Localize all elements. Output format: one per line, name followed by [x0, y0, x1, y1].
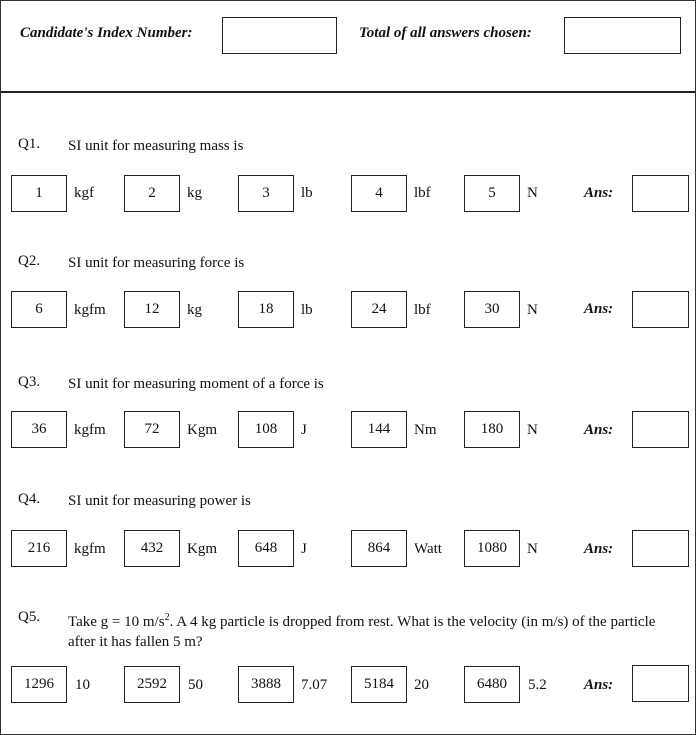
total-answers-label: Total of all answers chosen: — [359, 25, 532, 41]
option-3-label: 7.07 — [301, 677, 328, 693]
total-answers-field[interactable] — [564, 17, 681, 54]
option-2-box[interactable]: 12 — [124, 291, 180, 328]
option-1-box[interactable]: 36 — [11, 411, 67, 448]
option-3-label: lb — [301, 302, 313, 318]
option-4-box[interactable]: 4 — [351, 175, 407, 212]
answer-label: Ans: — [584, 422, 614, 438]
question-number: Q3. — [18, 374, 41, 390]
option-5-label: N — [527, 422, 538, 438]
option-2-label: Kgm — [187, 422, 217, 438]
option-5-box[interactable]: 30 — [464, 291, 520, 328]
option-2-label: kg — [187, 302, 202, 318]
option-3-box[interactable]: 3 — [238, 175, 294, 212]
option-1-box[interactable]: 216 — [11, 530, 67, 567]
option-4-label: Watt — [414, 541, 442, 557]
answer-field-q2[interactable] — [632, 291, 689, 328]
option-1-label: kgfm — [74, 422, 106, 438]
option-2-label: Kgm — [187, 541, 217, 557]
option-2-box[interactable]: 72 — [124, 411, 180, 448]
option-4-label: 20 — [414, 677, 429, 693]
option-4-label: lbf — [414, 185, 431, 201]
question-text: SI unit for measuring moment of a force is — [68, 376, 324, 392]
option-5-box[interactable]: 180 — [464, 411, 520, 448]
question-number: Q5. — [18, 609, 41, 625]
option-5-box[interactable]: 1080 — [464, 530, 520, 567]
answer-label: Ans: — [584, 541, 614, 557]
option-2-box[interactable]: 2592 — [124, 666, 180, 703]
option-5-box[interactable]: 6480 — [464, 666, 520, 703]
option-1-box[interactable]: 6 — [11, 291, 67, 328]
answer-label: Ans: — [584, 185, 614, 201]
option-1-label: kgfm — [74, 541, 106, 557]
option-2-label: 50 — [188, 677, 203, 693]
option-1-label: 10 — [75, 677, 90, 693]
answer-field-q5[interactable] — [632, 665, 689, 702]
question-number: Q1. — [18, 136, 41, 152]
option-3-box[interactable]: 3888 — [238, 666, 294, 703]
question-text: SI unit for measuring power is — [68, 493, 251, 509]
question-text: SI unit for measuring force is — [68, 255, 245, 271]
option-5-label: N — [527, 541, 538, 557]
question-text: Take g = 10 $m/s^2$. A 4 kg particle is dropped from rest. What is the velocity (in m/s) of the particle after it has fallen 5 m? — [68, 612, 656, 650]
option-4-label: Nm — [414, 422, 437, 438]
header-divider — [1, 91, 695, 93]
option-3-label: J — [301, 422, 307, 438]
option-5-box[interactable]: 5 — [464, 175, 520, 212]
option-5-label: N — [527, 302, 538, 318]
option-1-label: kgfm — [74, 302, 106, 318]
question-number: Q4. — [18, 491, 41, 507]
answer-field-q1[interactable] — [632, 175, 689, 212]
option-1-label: kgf — [74, 185, 94, 201]
answer-field-q4[interactable] — [632, 530, 689, 567]
answer-field-q3[interactable] — [632, 411, 689, 448]
option-4-box[interactable]: 864 — [351, 530, 407, 567]
option-1-box[interactable]: 1 — [11, 175, 67, 212]
option-4-box[interactable]: 144 — [351, 411, 407, 448]
option-3-box[interactable]: 648 — [238, 530, 294, 567]
answer-label: Ans: — [584, 301, 614, 317]
option-4-label: lbf — [414, 302, 431, 318]
option-1-box[interactable]: 1296 — [11, 666, 67, 703]
option-3-box[interactable]: 108 — [238, 411, 294, 448]
option-2-label: kg — [187, 185, 202, 201]
question-text: SI unit for measuring mass is — [68, 138, 244, 154]
option-3-box[interactable]: 18 — [238, 291, 294, 328]
option-3-label: J — [301, 541, 307, 557]
answer-label: Ans: — [584, 677, 614, 693]
question-number: Q2. — [18, 253, 41, 269]
option-4-box[interactable]: 24 — [351, 291, 407, 328]
option-2-box[interactable]: 2 — [124, 175, 180, 212]
option-5-label: N — [527, 185, 538, 201]
index-number-field[interactable] — [222, 17, 337, 54]
option-3-label: lb — [301, 185, 313, 201]
option-2-box[interactable]: 432 — [124, 530, 180, 567]
option-5-label: 5.2 — [528, 677, 547, 693]
option-4-box[interactable]: 5184 — [351, 666, 407, 703]
index-number-label: Candidate's Index Number: — [20, 25, 193, 41]
